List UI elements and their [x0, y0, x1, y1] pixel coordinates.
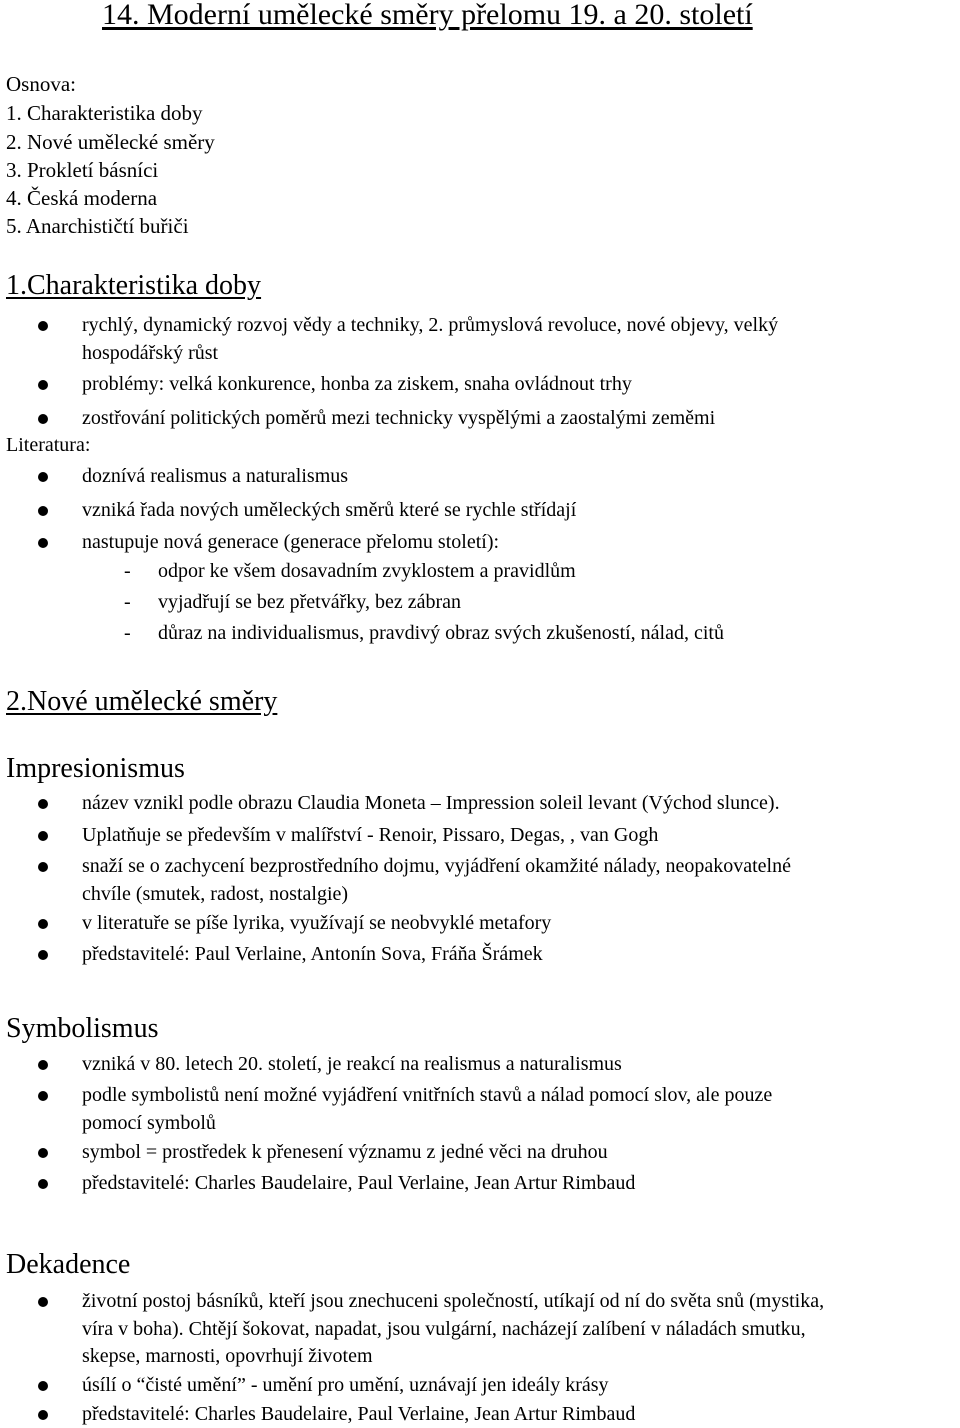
- dash-marker: -: [124, 591, 131, 613]
- dash-marker: -: [124, 560, 131, 582]
- bullet-icon: [38, 506, 48, 516]
- list-item-line: symbol = prostředek k přenesení významu z jedné věci na druhou: [82, 1141, 608, 1163]
- list-item-line: úsílí o “čisté umění” - umění pro umění, uznávají jen ideály krásy: [82, 1374, 609, 1396]
- bullet-icon: [38, 1381, 48, 1391]
- outline-item: 2. Nové umělecké směry: [6, 130, 215, 154]
- bullet-icon: [38, 1148, 48, 1158]
- list-item-line: víra v boha). Chtějí šokovat, napadat, jsou vulgární, nacházejí zalíbení v náladách smutku,: [82, 1318, 806, 1340]
- outline-item: 4. Česká moderna: [6, 186, 158, 210]
- bullet-icon: [38, 538, 48, 548]
- list-item-line: skepse, marnosti, opovrhují životem: [82, 1345, 373, 1367]
- list-item-line: rychlý, dynamický rozvoj vědy a techniky, 2. průmyslová revoluce, nové objevy, velký: [82, 314, 779, 336]
- subsection-heading: Impresionismus: [6, 753, 185, 784]
- outline-heading: Osnova:: [6, 72, 76, 96]
- sub-list-item: odpor ke všem dosavadním zvyklostem a pravidlům: [158, 560, 576, 582]
- outline-item: 5. Anarchističtí buřiči: [6, 214, 189, 238]
- bullet-icon: [38, 414, 48, 424]
- bullet-icon: [38, 919, 48, 929]
- bullet-icon: [38, 831, 48, 841]
- list-item-line: pomocí symbolů: [82, 1112, 216, 1134]
- dash-marker: -: [124, 622, 131, 644]
- page-title: 14. Moderní umělecké směry přelomu 19. a 20. století: [102, 0, 753, 31]
- bullet-icon: [38, 1297, 48, 1307]
- list-item-line: nastupuje nová generace (generace přelomu století):: [82, 531, 500, 553]
- bullet-icon: [38, 862, 48, 872]
- bullet-icon: [38, 1179, 48, 1189]
- list-item-line: představitelé: Charles Baudelaire, Paul Verlaine, Jean Artur Rimbaud: [82, 1172, 636, 1194]
- outline-item: 3. Prokletí básníci: [6, 158, 159, 182]
- bullet-icon: [38, 1091, 48, 1101]
- list-item-line: v literatuře se píše lyrika, využívají se neobvyklé metafory: [82, 912, 552, 934]
- subsection-heading: Symbolismus: [6, 1013, 159, 1044]
- list-item-line: chvíle (smutek, radost, nostalgie): [82, 883, 349, 905]
- subsection-heading: Dekadence: [6, 1249, 131, 1280]
- bullet-icon: [38, 472, 48, 482]
- bullet-icon: [38, 1410, 48, 1420]
- bullet-icon: [38, 321, 48, 331]
- literature-label: Literatura:: [6, 434, 91, 456]
- bullet-icon: [38, 380, 48, 390]
- list-item-line: představitelé: Paul Verlaine, Antonín Sova, Fráňa Šrámek: [82, 943, 543, 965]
- list-item-line: vzniká v 80. letech 20. století, je reakcí na realismus a naturalismus: [82, 1053, 622, 1075]
- list-item-line: doznívá realismus a naturalismus: [82, 465, 349, 487]
- sub-list-item: důraz na individualismus, pravdivý obraz svých zkušeností, nálad, citů: [158, 622, 724, 644]
- list-item-line: životní postoj básníků, kteří jsou znechuceni společností, utíkají od ní do světa snů (mystika,: [82, 1290, 825, 1312]
- list-item-line: vzniká řada nových uměleckých směrů které se rychle střídají: [82, 499, 577, 521]
- list-item-line: podle symbolistů není možné vyjádření vnitřních stavů a nálad pomocí slov, ale pouze: [82, 1084, 773, 1106]
- section-heading: 1.Charakteristika doby: [6, 270, 262, 301]
- sub-list-item: vyjadřují se bez přetvářky, bez zábran: [158, 591, 461, 613]
- bullet-icon: [38, 950, 48, 960]
- list-item-line: Uplatňuje se především v malířství - Renoir, Pissaro, Degas, , van Gogh: [82, 824, 659, 846]
- list-item-line: název vznikl podle obrazu Claudia Moneta – Impression soleil levant (Východ slunce).: [82, 792, 780, 814]
- bullet-icon: [38, 799, 48, 809]
- outline-item: 1. Charakteristika doby: [6, 101, 203, 125]
- bullet-icon: [38, 1060, 48, 1070]
- list-item-line: hospodářský růst: [82, 342, 219, 364]
- list-item-line: problémy: velká konkurence, honba za ziskem, snaha ovládnout trhy: [82, 373, 632, 395]
- section-heading: 2.Nové umělecké směry: [6, 686, 278, 717]
- list-item-line: snaží se o zachycení bezprostředního dojmu, vyjádření okamžité nálady, neopakovatelné: [82, 855, 791, 877]
- list-item-line: zostřování politických poměrů mezi technicky vyspělými a zaostalými zeměmi: [82, 407, 716, 429]
- list-item-line: představitelé: Charles Baudelaire, Paul Verlaine, Jean Artur Rimbaud: [82, 1403, 636, 1425]
